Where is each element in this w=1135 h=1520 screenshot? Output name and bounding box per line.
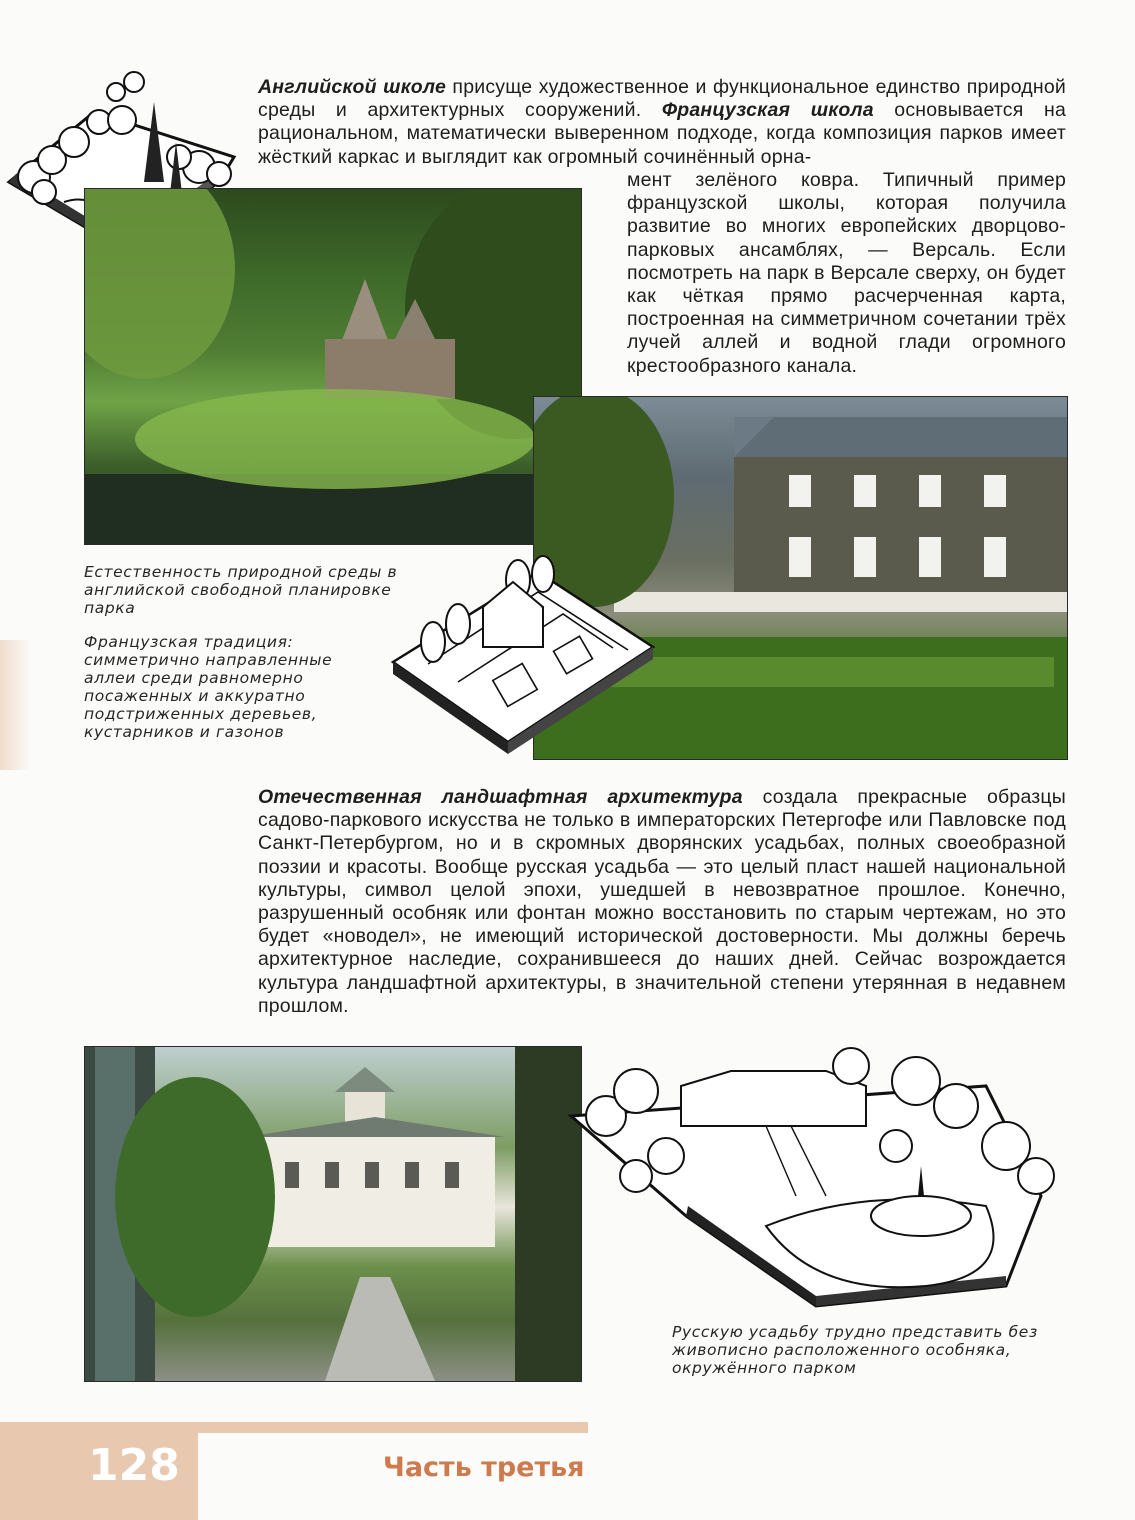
page-number: 128 [88,1440,180,1491]
margin-tint [0,640,32,770]
caption-french-tradition: Французская традиция: симметрично направленные аллеи среди равномерно посаженных и аккуратно подстриженных деревьев, кустарников и газонов [84,633,333,741]
term-french-school: Французская школа [661,99,874,122]
term-english-school: Английской школе [258,76,447,98]
paragraph-english-french-schools [258,76,1066,169]
french-park-sketch-icon [388,552,660,758]
part-title: Часть третья [383,1452,585,1483]
footer-accent-bar [0,1422,588,1433]
caption-english-park: Естественность природной среды в английской свободной планировке парка [84,563,398,617]
russian-estate-photo [84,1046,582,1382]
term-domestic-landscape: Отечественная ландшафтная архитектура [258,786,743,808]
paragraph-russian-landscape [258,786,1066,1018]
paragraph-text: присуще художественное и функциональное единство природной среды и архитектурных сооружений. [258,76,1066,122]
caption-russian-estate: Русскую усадьбу трудно представить без живописно расположенного особняка, окружённого парком [672,1323,1038,1377]
paragraph-text: создала прекрасные образцы садово-паркового искусства не только в императорских Петергофе или Павловске под Санкт-Петербургом, но и в скромных дворянских усадьбах, полных своеобразной поэзии и красоты. Вообще русская усадьба — это целый пласт нашей национальной культуры, символ целой эпохи, ушедшей в невозвратное прошлое. Конечно, разрушенный особняк или фонтан можно восстановить по старым чертежам, но это будет «новодел», не имеющий исторической достоверности. Мы должны беречь архитектурное наследие, сохранившееся до наших дней. Сейчас возрождается культура ландшафтной архитектуры, в значительной степени утерянная в недавнем прошлом. [258,786,1067,1017]
english-park-photo [84,188,582,545]
paragraph-versailles: мент зелёного ковра. Типичный пример французской школы, которая получила развитие во многих европейских дворцово-парковых ансамблях, — Версаль. Если посмотреть на парк в Версале сверху, он будет как чёткая прямо расчерченная карта, построенная на симметричном сочетании трёх лучей аллей и водной глади огромного крестообразного канала. [627,169,1066,377]
paragraph-text: основывается на рациональном, математически выверенном подходе, когда композиция парков имеет жёсткий каркас и выглядит как огромный сочинённый орна- [258,99,1066,168]
russian-estate-sketch-icon [566,1046,1066,1316]
